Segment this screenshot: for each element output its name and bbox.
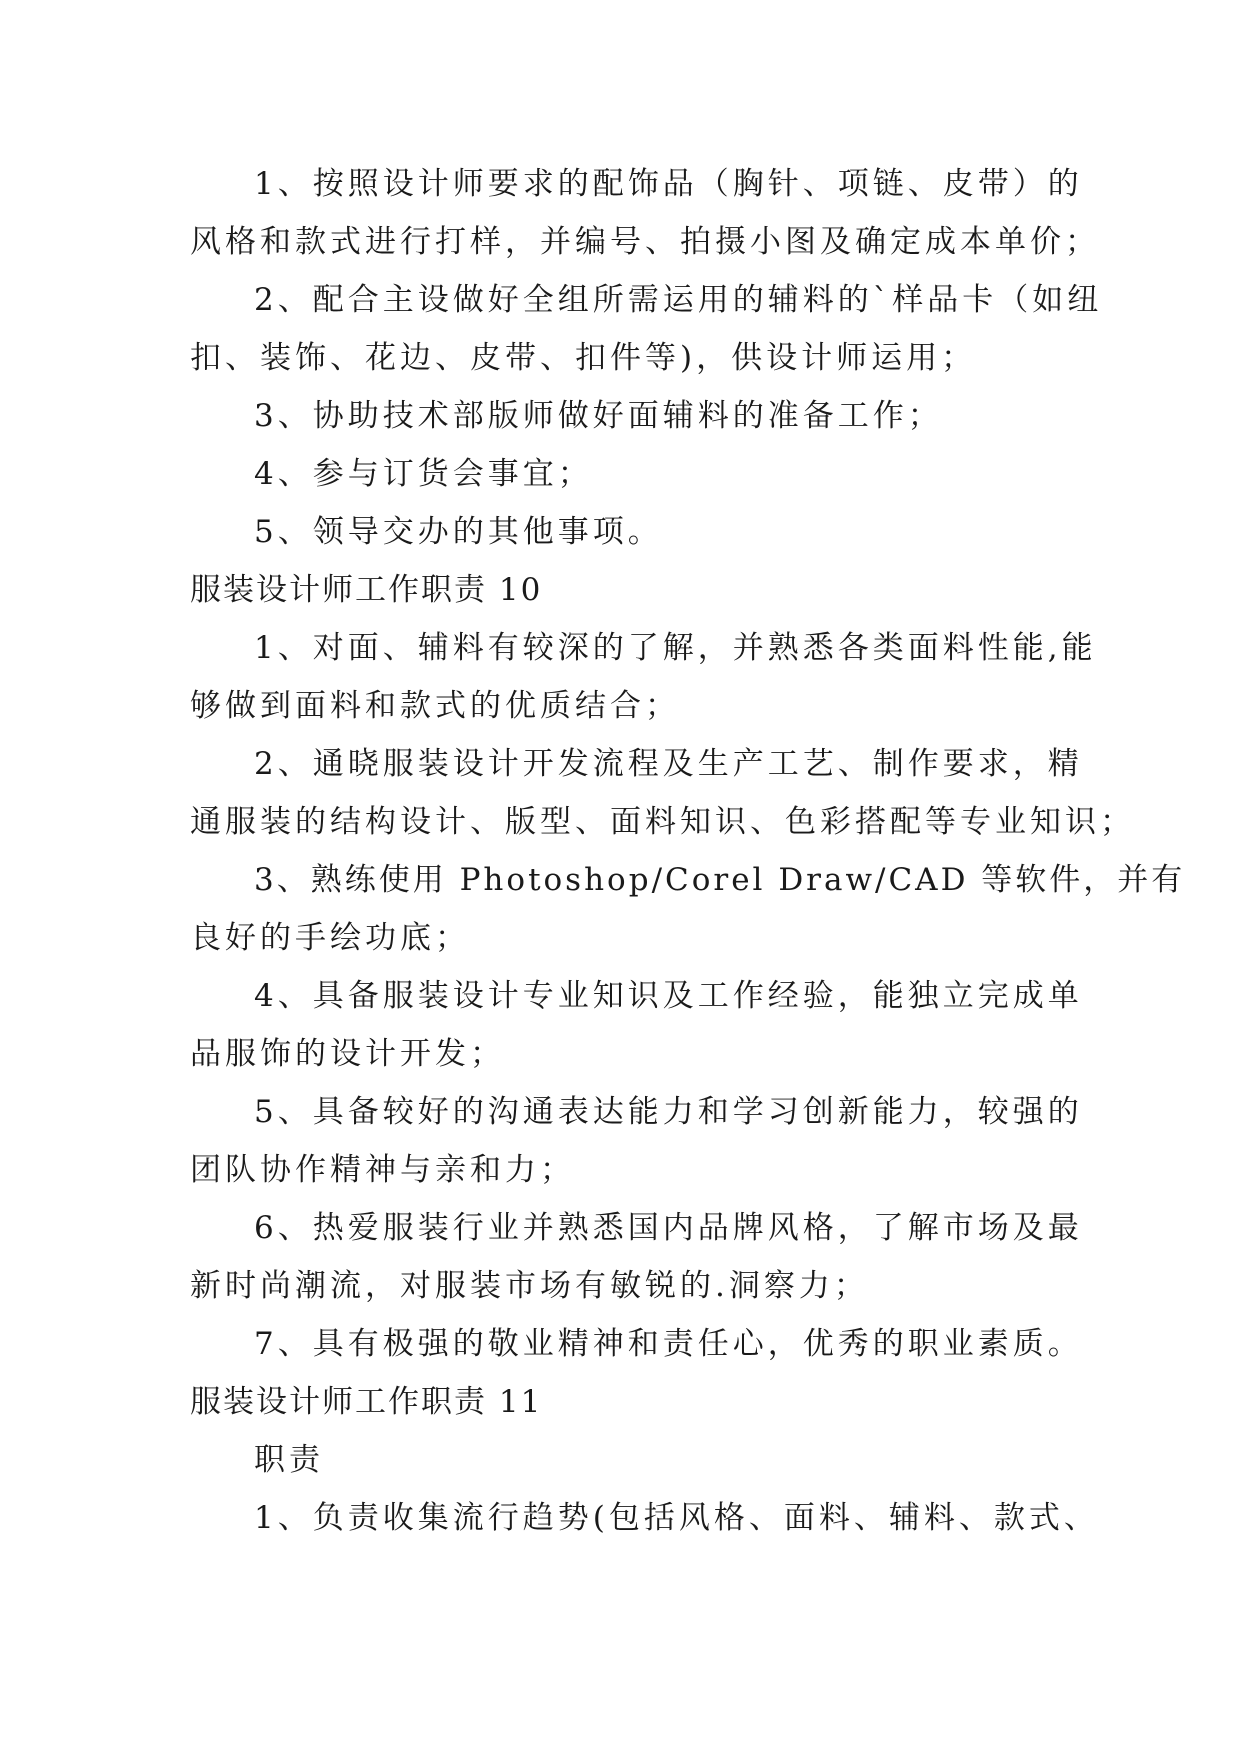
paragraph-line: 4、参与订货会事宜； [254,456,593,492]
paragraph-line: 新时尚潮流，对服装市场有敏锐的.洞察力； [190,1268,869,1304]
paragraph-line: 2、配合主设做好全组所需运用的辅料的`样品卡（如纽 [254,282,1103,318]
paragraph-line: 3、协助技术部版师做好面辅料的准备工作； [254,398,943,434]
section-heading: 服装设计师工作职责 10 [190,572,543,608]
paragraph-line: 1、对面、辅料有较深的了解，并熟悉各类面料性能,能 [254,630,1097,666]
paragraph-line: 品服饰的设计开发； [190,1036,505,1072]
paragraph-line: 7、具有极强的敬业精神和责任心，优秀的职业素质。 [254,1326,1083,1362]
paragraph-line: 1、负责收集流行趋势(包括风格、面料、辅料、款式、 [254,1500,1099,1536]
paragraph-line: 良好的手绘功底； [190,920,470,956]
paragraph-line: 团队协作精神与亲和力； [190,1152,575,1188]
paragraph-line: 6、热爱服装行业并熟悉国内品牌风格，了解市场及最 [254,1210,1083,1246]
paragraph-line: 够做到面料和款式的优质结合； [190,688,680,724]
paragraph-line: 1、按照设计师要求的配饰品（胸针、项链、皮带）的 [254,166,1083,202]
paragraph-line: 4、具备服装设计专业知识及工作经验，能独立完成单 [254,978,1083,1014]
paragraph-line: 3、熟练使用 Photoshop/Corel Draw/CAD 等软件，并有 [254,862,1186,898]
paragraph-line: 5、领导交办的其他事项。 [254,514,663,550]
paragraph-line: 扣、装饰、花边、皮带、扣件等)，供设计师运用； [190,340,977,376]
paragraph-line: 5、具备较好的沟通表达能力和学习创新能力，较强的 [254,1094,1083,1130]
paragraph-line: 通服装的结构设计、版型、面料知识、色彩搭配等专业知识； [190,804,1135,840]
section-heading: 服装设计师工作职责 11 [190,1384,543,1420]
paragraph-line: 2、通晓服装设计开发流程及生产工艺、制作要求，精 [254,746,1083,782]
subheading-duties: 职责 [254,1442,324,1478]
paragraph-line: 风格和款式进行打样，并编号、拍摄小图及确定成本单价； [190,224,1100,260]
